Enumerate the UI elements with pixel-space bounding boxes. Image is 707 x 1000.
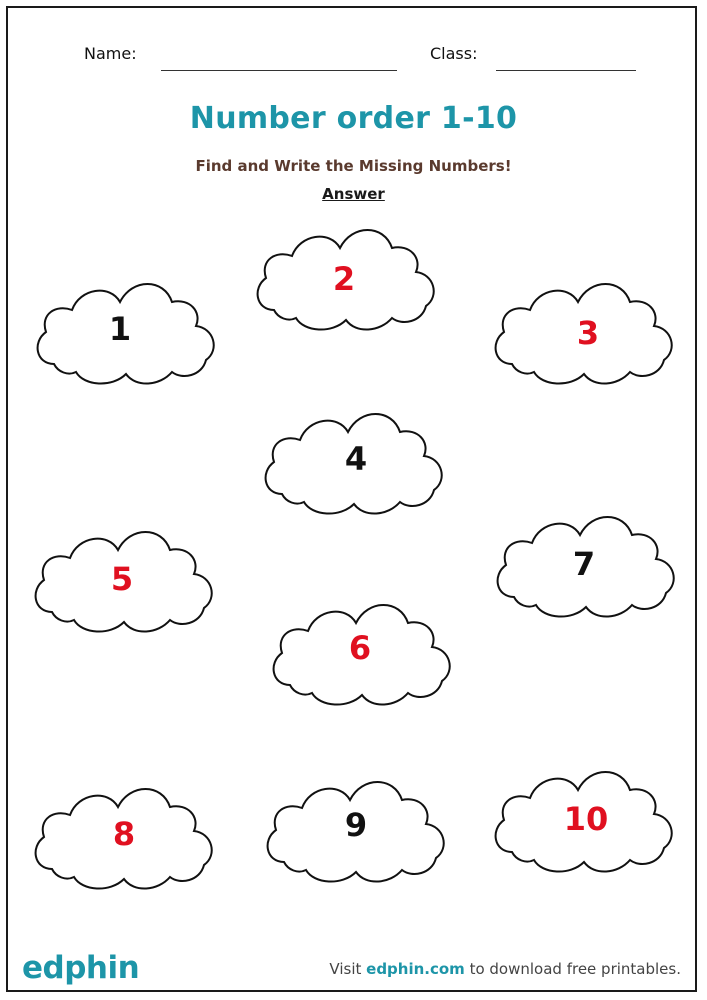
- cloud-number: 3: [576, 314, 600, 352]
- footer-suffix: to download free printables.: [464, 960, 681, 978]
- instructions: Find and Write the Missing Numbers!: [195, 157, 512, 175]
- name-line: [161, 70, 397, 71]
- cloud-number: 7: [572, 545, 596, 583]
- cloud-number: 5: [110, 560, 134, 598]
- edphin-logo: edphin: [22, 950, 140, 986]
- cloud-number: 2: [332, 260, 356, 298]
- name-label: Name:: [84, 44, 137, 63]
- cloud-number: 1: [108, 310, 132, 348]
- footer-link[interactable]: edphin.com: [366, 960, 465, 978]
- page-title: Number order 1-10: [189, 101, 518, 136]
- answer-heading: [0, 185, 707, 203]
- cloud-number: 10: [563, 800, 609, 838]
- class-line: [496, 70, 636, 71]
- footer-text: [329, 960, 681, 978]
- cloud-number: 9: [344, 806, 368, 844]
- class-label: Class:: [430, 44, 478, 63]
- cloud-number: 8: [112, 815, 136, 853]
- cloud-number: 6: [348, 629, 372, 667]
- cloud-number: 4: [344, 440, 368, 478]
- footer-prefix: Visit: [329, 960, 367, 978]
- answer-label: Answer: [322, 185, 385, 203]
